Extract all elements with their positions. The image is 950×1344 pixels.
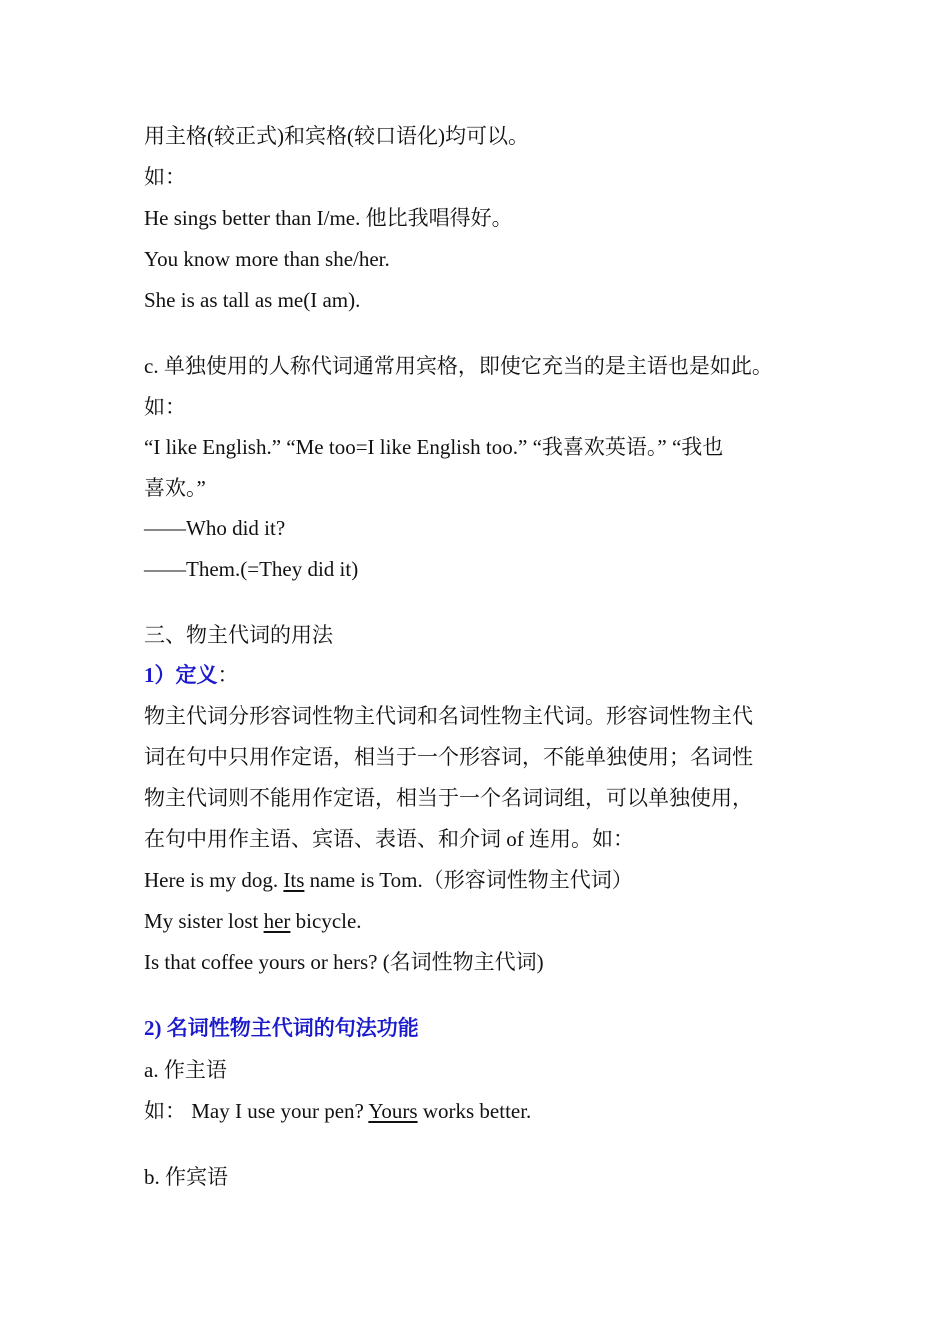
text-line: a. 作主语	[144, 1058, 227, 1082]
text-line: 如：	[144, 165, 186, 189]
subheading-definition	[144, 661, 239, 689]
example-sentence: She is as tall as me(I am).	[144, 288, 361, 312]
example-sentence: You know more than she/her.	[144, 247, 390, 271]
example-sentence: My sister lost her bicycle.	[144, 909, 362, 933]
definition-paragraph: 在句中用作主语、宾语、表语、和介词 of 连用。如：	[144, 827, 634, 851]
definition-paragraph: 物主代词则不能用作定语，相当于一个名词词组，可以单独使用，	[144, 786, 753, 810]
underlined-word: Yours	[368, 1099, 418, 1123]
text-line: 如：	[144, 395, 186, 419]
example-sentence: Is that coffee yours or hers? (名词性物主代词)	[144, 950, 544, 974]
example-sentence: He sings better than I/me. 他比我唱得好。	[144, 206, 513, 230]
dialogue-line: ——Them.(=They did it)	[144, 557, 359, 581]
subheading-function: 2) 名词性物主代词的句法功能	[144, 1016, 419, 1040]
rule-paragraph: c. 单独使用的人称代词通常用宾格，即使它充当的是主语也是如此。	[144, 354, 773, 378]
definition-paragraph: 词在句中只用作定语，相当于一个形容词，不能单独使用；名词性	[144, 745, 753, 769]
text-line: b. 作宾语	[144, 1165, 228, 1189]
example-sentence: “I like English.” “Me too=I like English too.” “我喜欢英语。” “我也	[144, 435, 724, 459]
subheading-colon: ：	[217, 663, 239, 687]
subheading-label: 1）定义	[144, 663, 218, 687]
example-sentence: Here is my dog. Its name is Tom.（形容词性物主代词）	[144, 868, 633, 892]
dialogue-line: ——Who did it?	[144, 516, 286, 540]
example-sentence: 喜欢。”	[144, 476, 206, 500]
section-heading: 三、物主代词的用法	[144, 623, 333, 647]
example-sentence: 如： May I use your pen? Yours works better.	[144, 1099, 532, 1123]
underlined-word: her	[263, 909, 291, 933]
underlined-word: Its	[283, 868, 305, 892]
text-line: 用主格(较正式)和宾格(较口语化)均可以。	[144, 124, 529, 148]
definition-paragraph: 物主代词分形容词性物主代词和名词性物主代词。形容词性物主代	[144, 704, 753, 728]
